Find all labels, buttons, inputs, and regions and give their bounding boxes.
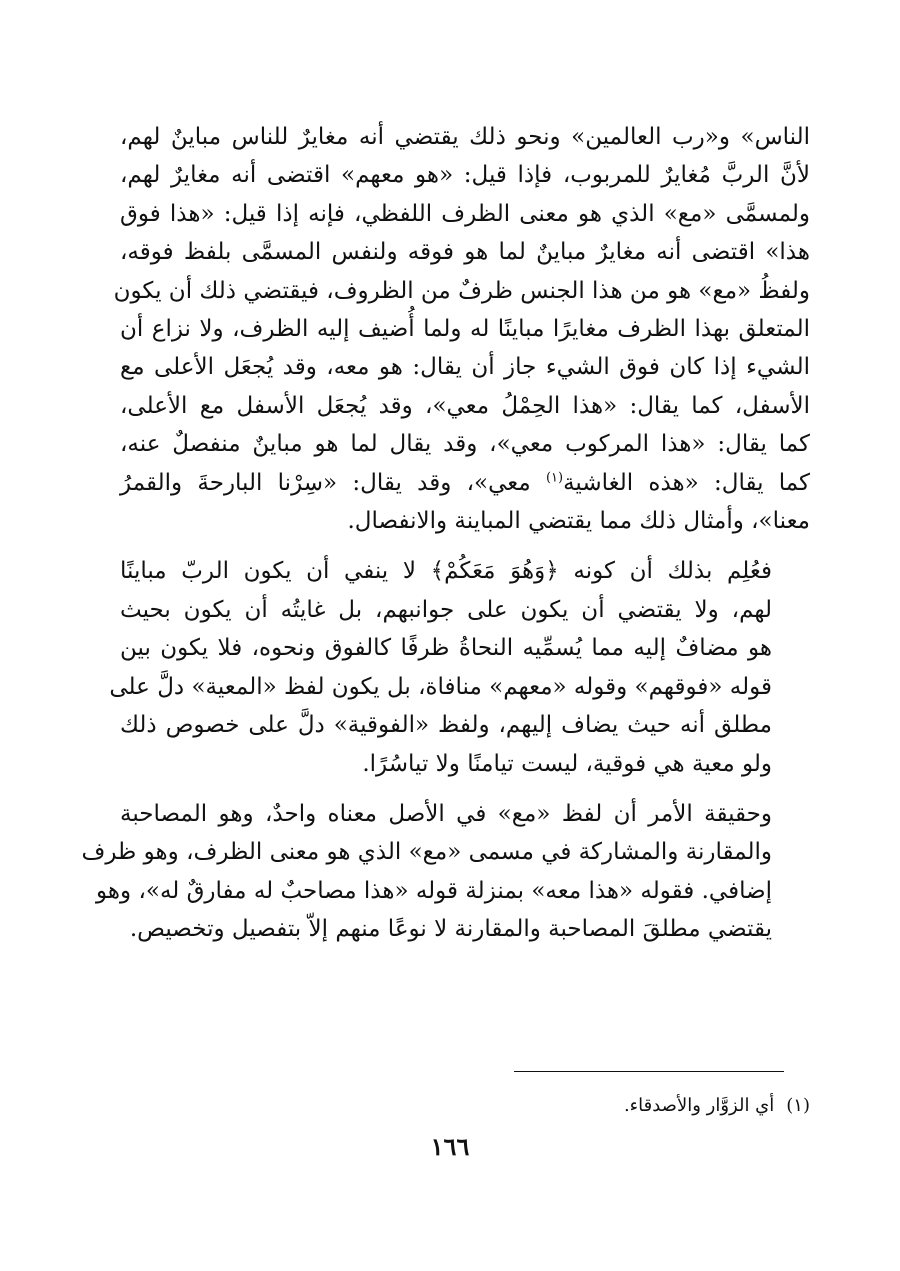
paragraph-2	[109, 552, 810, 782]
text-line: إضافي. فقوله «هذا معه» بمنزلة قوله «هذا مصاحبٌ له مفارقٌ له»، وهو	[96, 877, 772, 904]
paragraph-1	[113, 118, 811, 540]
text-line: قوله «فوقهم» وقوله «معهم» منافاة، بل يكون لفظ «المعية» دلَّ على	[109, 673, 772, 700]
footnote-reference[interactable]: (١)	[545, 470, 564, 485]
text-line: الأسفل، كما يقال: «هذا الحِمْلُ معي»، وقد يُجعَل الأسفل مع الأعلى،	[120, 392, 810, 419]
text-line: الشيء إذا كان فوق الشيء جاز أن يقال: هو معه، وقد يُجعَل الأعلى مع	[120, 354, 810, 381]
text-line: لهم، ولا يقتضي أن يكون على جوانبهم، بل غايتُه أن يكون بحيث	[120, 596, 772, 623]
text-line: الناس» و«رب العالمين» ونحو ذلك يقتضي أنه مغايرٌ للناس مباينٌ لهم،	[120, 124, 810, 150]
text-line: لأنَّ الربَّ مُغايرٌ للمربوب، فإذا قيل: «هو معهم» اقتضى أنه مغايرٌ لهم،	[120, 162, 810, 189]
footnote	[624, 1094, 810, 1118]
text-segment: معي»، وقد يقال: «سِرْنا البارحةَ والقمرُ	[120, 469, 546, 496]
paragraph-3	[81, 795, 810, 949]
text-line: معنا»، وأمثال ذلك مما يقتضي المباينة والانفصال.	[347, 508, 810, 535]
page-number: ١٦٦	[430, 1132, 470, 1161]
text-line: يقتضي مطلقَ المصاحبة والمقارنة لا نوعًا منهم إلاّ بتفصيل وتخصيص.	[129, 916, 772, 943]
text-line: مطلق أنه حيث يضاف إليهم، ولفظ «الفوقية» دلَّ على خصوص ذلك	[120, 712, 772, 739]
text-line: وحقيقة الأمر أن لفظ «مع» في الأصل معناه واحدٌ، وهو المصاحبة	[120, 800, 772, 827]
text-line: كما يقال: «هذا المركوب معي»، وقد يقال لما هو مباينٌ منفصلٌ عنه،	[120, 431, 810, 458]
main-text	[81, 118, 811, 949]
text-line: هو مضافٌ إليه مما يُسمِّيه النحاةُ ظرفًا كالفوق ونحوه، فلا يكون بين	[120, 635, 772, 662]
text-line: المتعلق بهذا الظرف مغايرًا مباينًا له ولما أُضيف إليه الظرف، ولا نزاع أن	[120, 316, 810, 343]
text-line: ولو معية هي فوقية، ليست تيامنًا ولا تياسُرًا.	[362, 750, 772, 777]
text-line-with-footnote	[120, 464, 810, 502]
text-line: ولفظُ «مع» هو من هذا الجنس ظرفٌ من الظروف، فيقتضي ذلك أن يكون	[113, 277, 810, 304]
text-line: فعُلِم بذلك أن كونه ﴿وَهُوَ مَعَكُمْ﴾ لا ينفي أن يكون الربّ مباينًا	[120, 558, 772, 585]
text-line: ولمسمَّى «مع» الذي هو معنى الظرف اللفظي، فإنه إذا قيل: «هذا فوق	[120, 200, 810, 227]
text-line: هذا» اقتضى أنه مغايرٌ مباينٌ لما هو فوقه ولنفس المسمَّى بلفظ فوقه،	[120, 239, 810, 266]
text-line: والمقارنة والمشاركة في مسمى «مع» الذي هو معنى الظرف، وهو ظرف	[81, 839, 772, 866]
footnote-number: (١)	[786, 1095, 810, 1116]
text-segment: كما يقال: «هذه الغاشية	[563, 469, 811, 496]
footnote-divider	[514, 1071, 784, 1072]
footnote-text: أي الزوَّار والأصدقاء.	[623, 1095, 775, 1116]
